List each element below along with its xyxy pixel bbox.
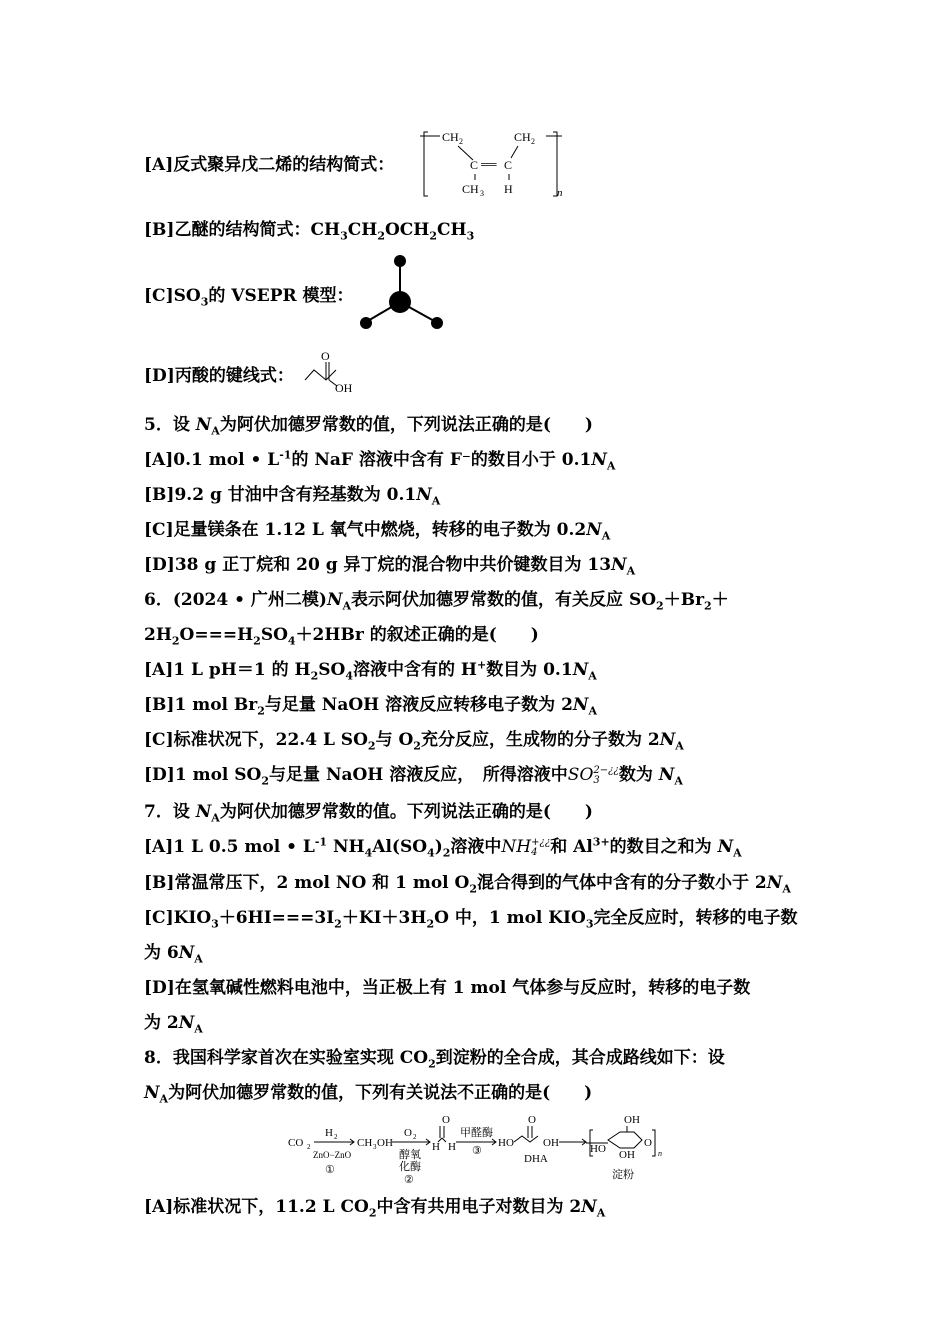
ch2-left-label: CH — [442, 130, 459, 144]
svg-text:3: 3 — [373, 1143, 377, 1151]
svg-text:淀粉: 淀粉 — [612, 1169, 634, 1181]
svg-text:甲醛酶: 甲醛酶 — [460, 1127, 493, 1139]
q8-option-a: [A]标准状况下，11.2 L $CO_2$中含有共用电子对数目为 $2N_A$ — [144, 1197, 606, 1220]
svg-text:2: 2 — [531, 137, 535, 146]
q4-option-b: [B]乙醚的结构简式：$CH_3CH_2OCH_2CH_3$ — [144, 220, 475, 243]
q5-stem: 5．设 $N_A$为阿伏加德罗常数的值，下列说法正确的是( ) — [144, 415, 593, 438]
q4-option-d: [D]丙酸的键线式： — [144, 366, 294, 386]
svg-text:③: ③ — [472, 1145, 482, 1157]
svg-text:C: C — [470, 158, 479, 172]
svg-text:OH: OH — [624, 1114, 640, 1126]
q7-option-d: [D]在氢氧碱性燃料电池中，当正极上有 1 mol 气体参与反应时，转移的电子数 — [144, 978, 751, 998]
svg-text:H: H — [448, 1141, 456, 1153]
svg-text:O: O — [644, 1137, 652, 1149]
q7-option-d-cont: 为 $2N_A$ — [144, 1013, 203, 1036]
svg-text:ZnO−ZnO: ZnO−ZnO — [313, 1150, 352, 1160]
q5-option-a: [A]0.1 mol • $L^{-1}$的 NaF 溶液中含有 F⁻的数目小于 $0.1N_A$ — [144, 448, 616, 473]
svg-text:①: ① — [325, 1164, 335, 1176]
svg-text:n: n — [658, 1149, 662, 1158]
q5-option-b: [B]9.2 g 甘油中含有羟基数为 $0.1N_A$ — [144, 485, 441, 508]
svg-text:OH: OH — [377, 1137, 393, 1149]
q7-stem: 7．设 $N_A$为阿伏加德罗常数的值。下列说法正确的是( ) — [144, 802, 593, 825]
q6-option-a: [A]1 L pH＝1 的 $H_2SO_4$溶液中含有的 H+数目为 $0.1N_A$ — [144, 658, 597, 683]
svg-text:化酶: 化酶 — [399, 1161, 421, 1173]
svg-text:DHA: DHA — [524, 1153, 548, 1165]
svg-text:OH: OH — [619, 1149, 635, 1161]
svg-text:O: O — [321, 349, 330, 363]
methanol-label: CH — [357, 1137, 373, 1149]
ch2-right-label: CH — [514, 130, 531, 144]
propanoic-acid-skeletal — [300, 346, 370, 396]
svg-text:H: H — [504, 182, 513, 196]
svg-text:O: O — [528, 1114, 536, 1126]
q5-option-d: [D]38 g 正丁烷和 20 g 异丁烷的混合物中共价键数目为 $13N_A$ — [144, 555, 636, 578]
svg-text:2: 2 — [413, 1133, 417, 1141]
ch3-label: CH — [462, 182, 479, 196]
svg-text:OH: OH — [335, 381, 353, 395]
svg-text:H: H — [325, 1127, 333, 1139]
co2-label: CO — [288, 1137, 304, 1149]
q4-option-a: [A]反式聚异戊二烯的结构简式： — [144, 155, 395, 175]
q7-option-a: [A]1 L 0.5 mol • $L^{-1}$ $NH_4Al(SO_4)_2$溶液中NH +¿¿ 4 和 $Al^{3+}$的数目之和为 $N_A$ — [144, 835, 742, 860]
q8-stem-line1: 8．我国科学家首次在实验室实现 $CO_2$到淀粉的全合成，其合成路线如下：设 — [144, 1048, 725, 1071]
q6-option-c: [C]标准状况下，22.4 L $SO_2$与 $O_2$充分反应，生成物的分子数为 $2N_A$ — [144, 730, 684, 753]
q4-option-c: $[C]SO_3$的 VSEPR 模型： — [144, 286, 354, 309]
q7-option-c-cont: 为 $6N_A$ — [144, 943, 203, 966]
svg-text:HO: HO — [590, 1143, 606, 1155]
q5-option-c: [C]足量镁条在 1.12 L 氧气中燃烧，转移的电子数为 $0.2N_A$ — [144, 520, 611, 543]
double-bond: ══ — [481, 159, 497, 171]
svg-text:2: 2 — [334, 1133, 338, 1141]
q7-option-c: $[C]KIO_3+6HI===3I_2+KI+3H_2O$ 中，1 mol $KIO_3$完全反应时，转移的电子数 — [144, 908, 798, 931]
q8-stem-line2: $N_A$为阿伏加德罗常数的值，下列有关说法不正确的是( ) — [144, 1083, 593, 1106]
svg-text:HO: HO — [498, 1137, 514, 1149]
q6-stem-line2: $2H_2O===H_2SO_4+2HBr$ 的叙述正确的是( ) — [144, 625, 539, 648]
repeat-n: n — [557, 187, 563, 199]
svg-text:H: H — [432, 1141, 440, 1153]
svg-text:醇氧: 醇氧 — [399, 1149, 421, 1161]
polyisoprene-structure — [418, 124, 568, 200]
svg-text:O: O — [442, 1114, 450, 1126]
svg-text:C: C — [504, 158, 513, 172]
svg-text:OH: OH — [543, 1137, 559, 1149]
q6-option-d: [D]1 mol $SO_2$与足量 NaOH 溶液反应， 所得溶液中SO 2−¿¿ 3 数为 $N_A$ — [144, 764, 683, 788]
starch-synthesis-route — [286, 1110, 666, 1190]
svg-text:3: 3 — [480, 189, 484, 198]
q6-stem-line1: 6．(2024 • 广州二模)$N_A$表示阿伏加德罗常数的值，有关反应 $SO_2+Br_2+$ — [144, 590, 729, 613]
q6-option-b: [B]1 mol $Br_2$与足量 NaOH 溶液反应转移电子数为 $2N_A$ — [144, 695, 597, 718]
svg-text:O: O — [404, 1127, 412, 1139]
vsepr-model-figure — [352, 250, 452, 334]
q7-option-b: [B]常温常压下，2 mol NO 和 1 mol $O_2$混合得到的气体中含有的分子数小于 $2N_A$ — [144, 873, 791, 896]
svg-text:2: 2 — [459, 137, 463, 146]
svg-text:2: 2 — [307, 1143, 311, 1151]
svg-text:②: ② — [404, 1174, 414, 1186]
